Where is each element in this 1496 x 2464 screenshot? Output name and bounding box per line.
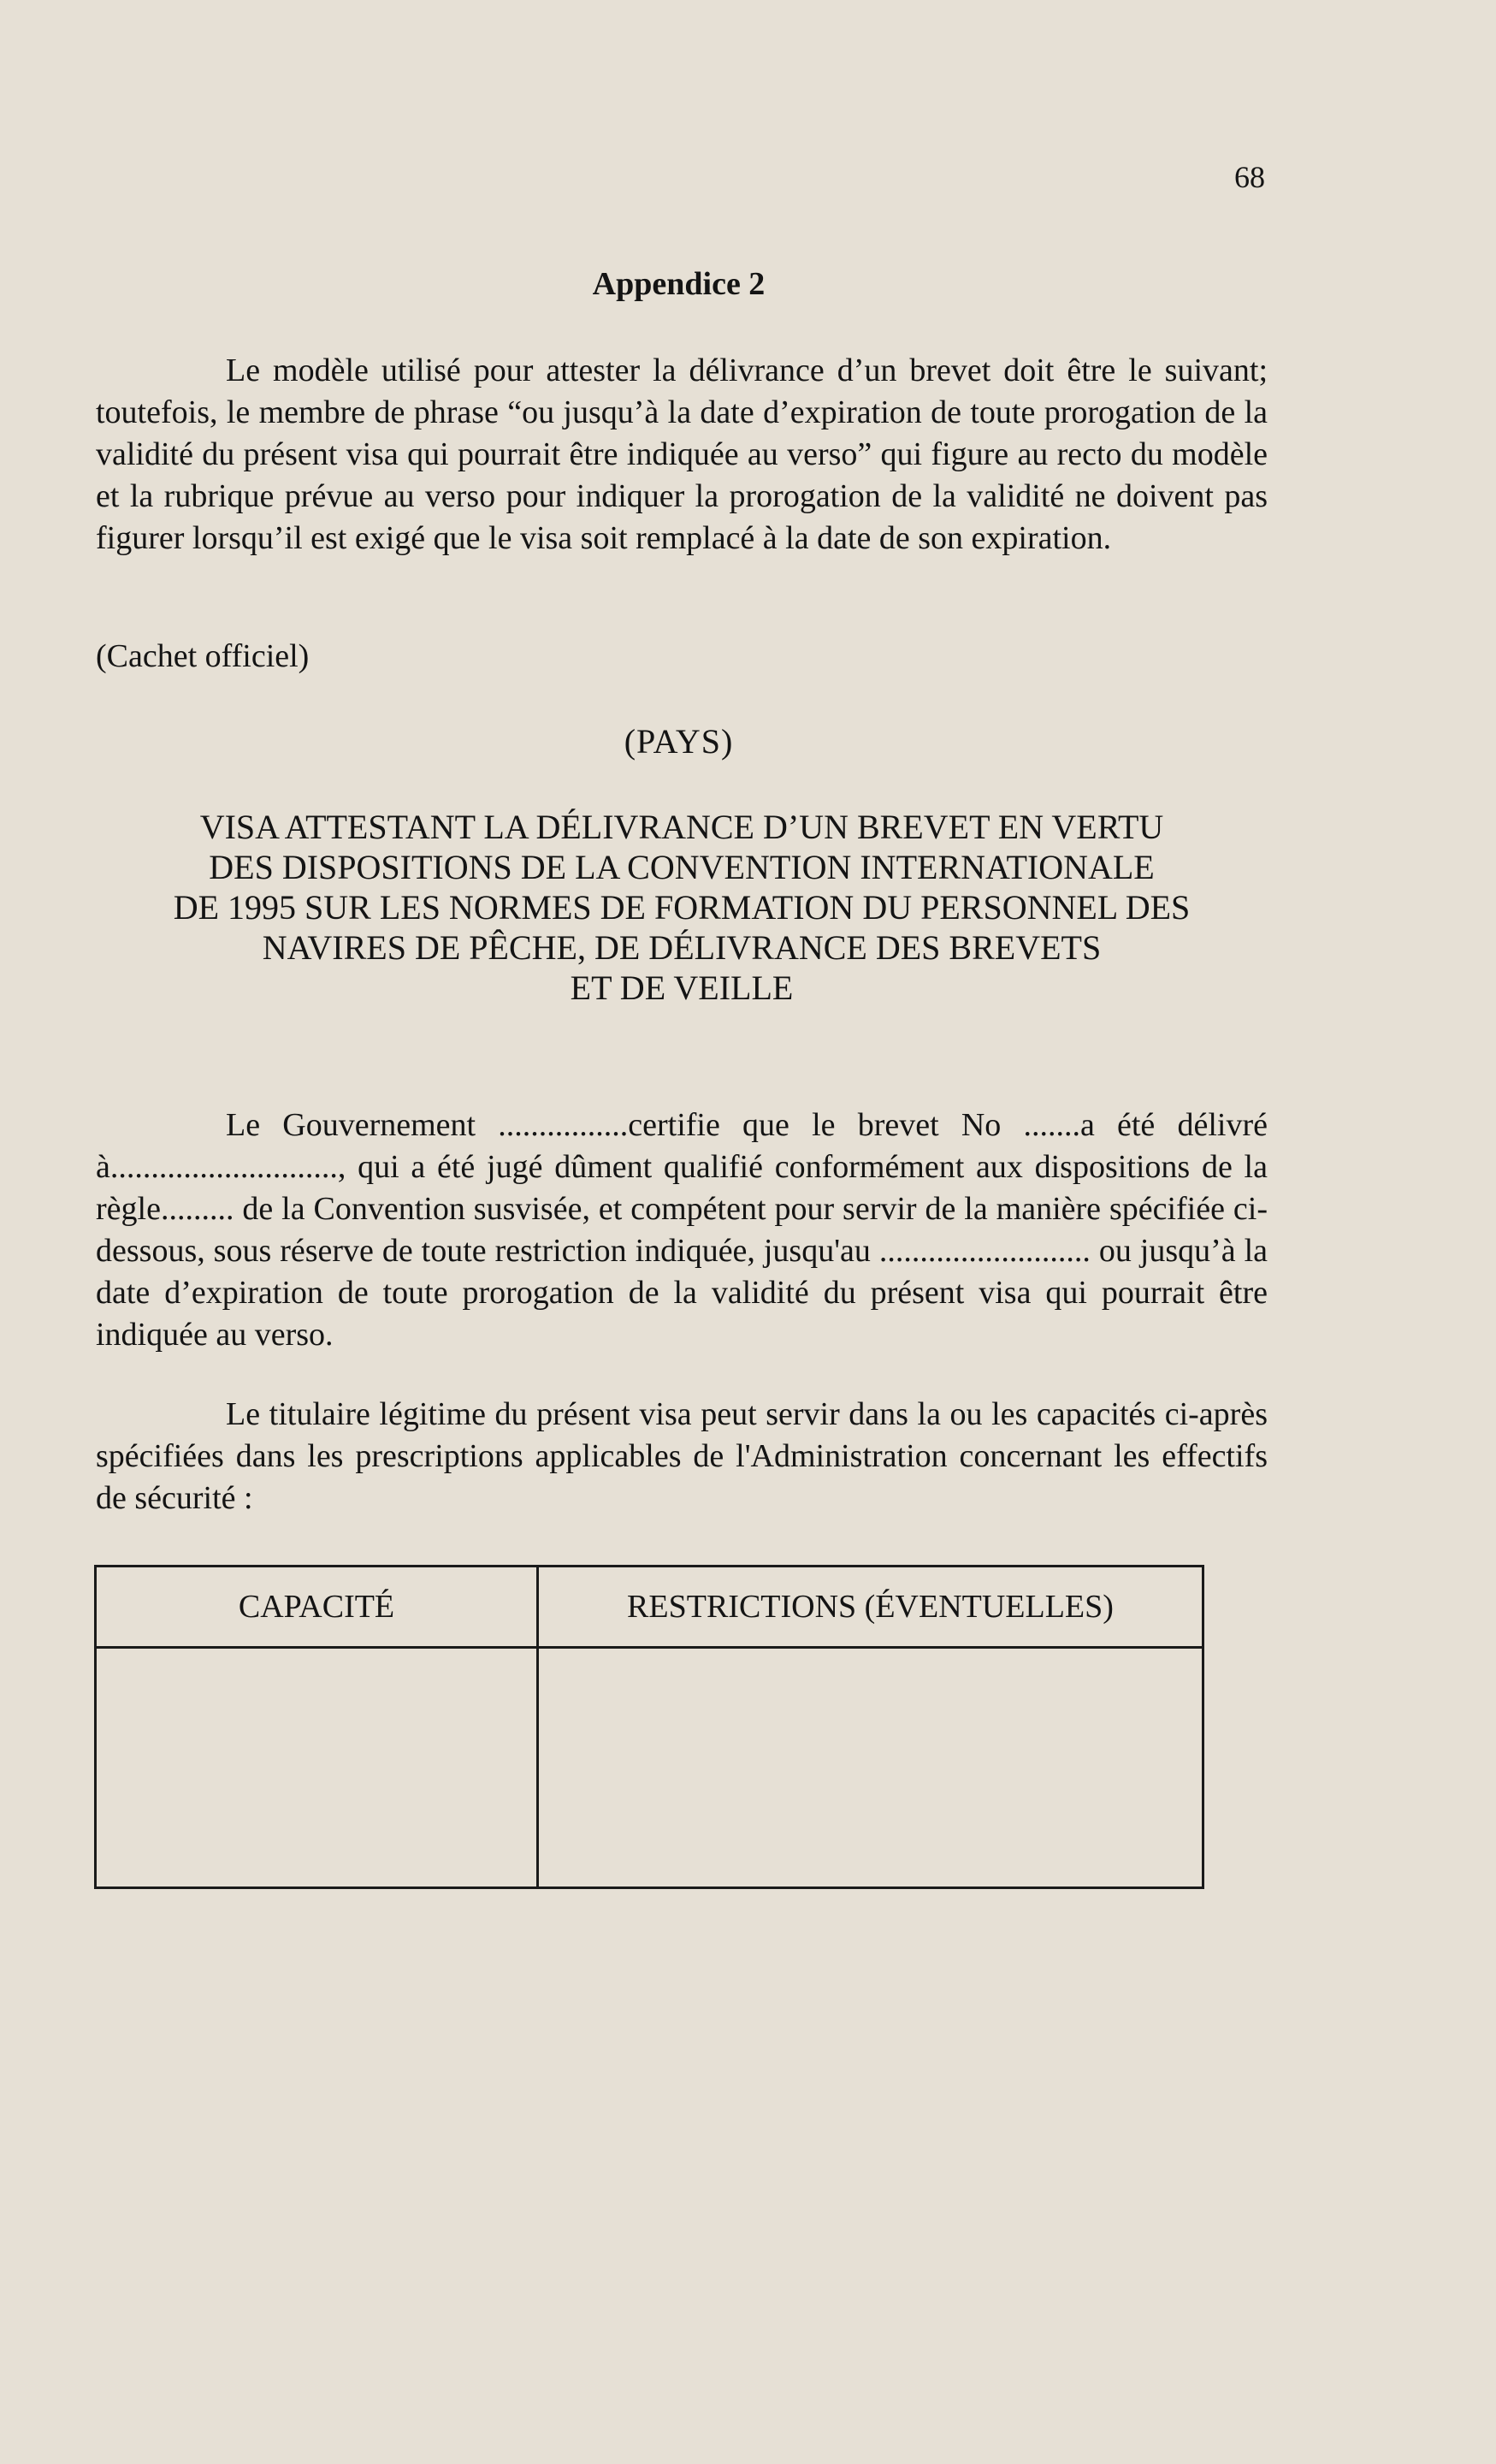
capacity-cell xyxy=(96,1648,538,1888)
holder-paragraph: Le titulaire légitime du présent visa peut servir dans la ou les capacités ci-après spécifiées dans les prescriptions applicables de l'Administration concernant les effectifs de sécurité : xyxy=(96,1396,1268,1516)
country-label: (PAYS) xyxy=(624,722,734,761)
heading-line: ET DE VEILLE xyxy=(570,968,794,1007)
heading-line: NAVIRES DE PÊCHE, DE DÉLIVRANCE DES BREVETS xyxy=(262,928,1102,967)
capacity-table xyxy=(94,1565,1204,1889)
restrictions-header: RESTRICTIONS (ÉVENTUELLES) xyxy=(538,1567,1203,1648)
page-number: 68 xyxy=(1234,160,1265,194)
heading-line: VISA ATTESTANT LA DÉLIVRANCE D’UN BREVET EN VERTU xyxy=(199,808,1164,846)
heading-line: DES DISPOSITIONS DE LA CONVENTION INTERNATIONALE xyxy=(209,848,1155,886)
table-row xyxy=(96,1648,1203,1888)
heading-line: DE 1995 SUR LES NORMES DE FORMATION DU PERSONNEL DES xyxy=(173,888,1191,927)
certification-paragraph: Le Gouvernement ................certifie que le brevet No .......a été délivré à............................, qui a été jugé dûment qualifié conformément aux dispositions de la règle......... de la Convention susvisée, et compétent pour servir de la manière spécifiée ci-dessous, sous réserve de toute restriction indiquée, jusqu'au .......................... ou jusqu’à la date d’expiration de toute prorogation de la validité du présent visa qui pourrait être indiquée au verso. xyxy=(96,1107,1268,1353)
table-header-row xyxy=(96,1567,1203,1648)
capacity-header: CAPACITÉ xyxy=(96,1567,538,1648)
official-stamp-label: (Cachet officiel) xyxy=(96,638,310,674)
endorsement-heading xyxy=(96,807,1268,1008)
restrictions-cell xyxy=(538,1648,1203,1888)
appendix-title: Appendice 2 xyxy=(592,266,766,302)
intro-paragraph: Le modèle utilisé pour attester la délivrance d’un brevet doit être le suivant; toutefois, le membre de phrase “ou jusqu’à la date d’expiration de toute prorogation de la validité du présent visa qui pourrait être indiquée au verso” qui figure au recto du modèle et la rubrique prévue au verso pour indiquer la prorogation de la validité ne doivent pas figurer lorsqu’il est exigé que le visa soit remplacé à la date de son expiration. xyxy=(96,352,1268,556)
